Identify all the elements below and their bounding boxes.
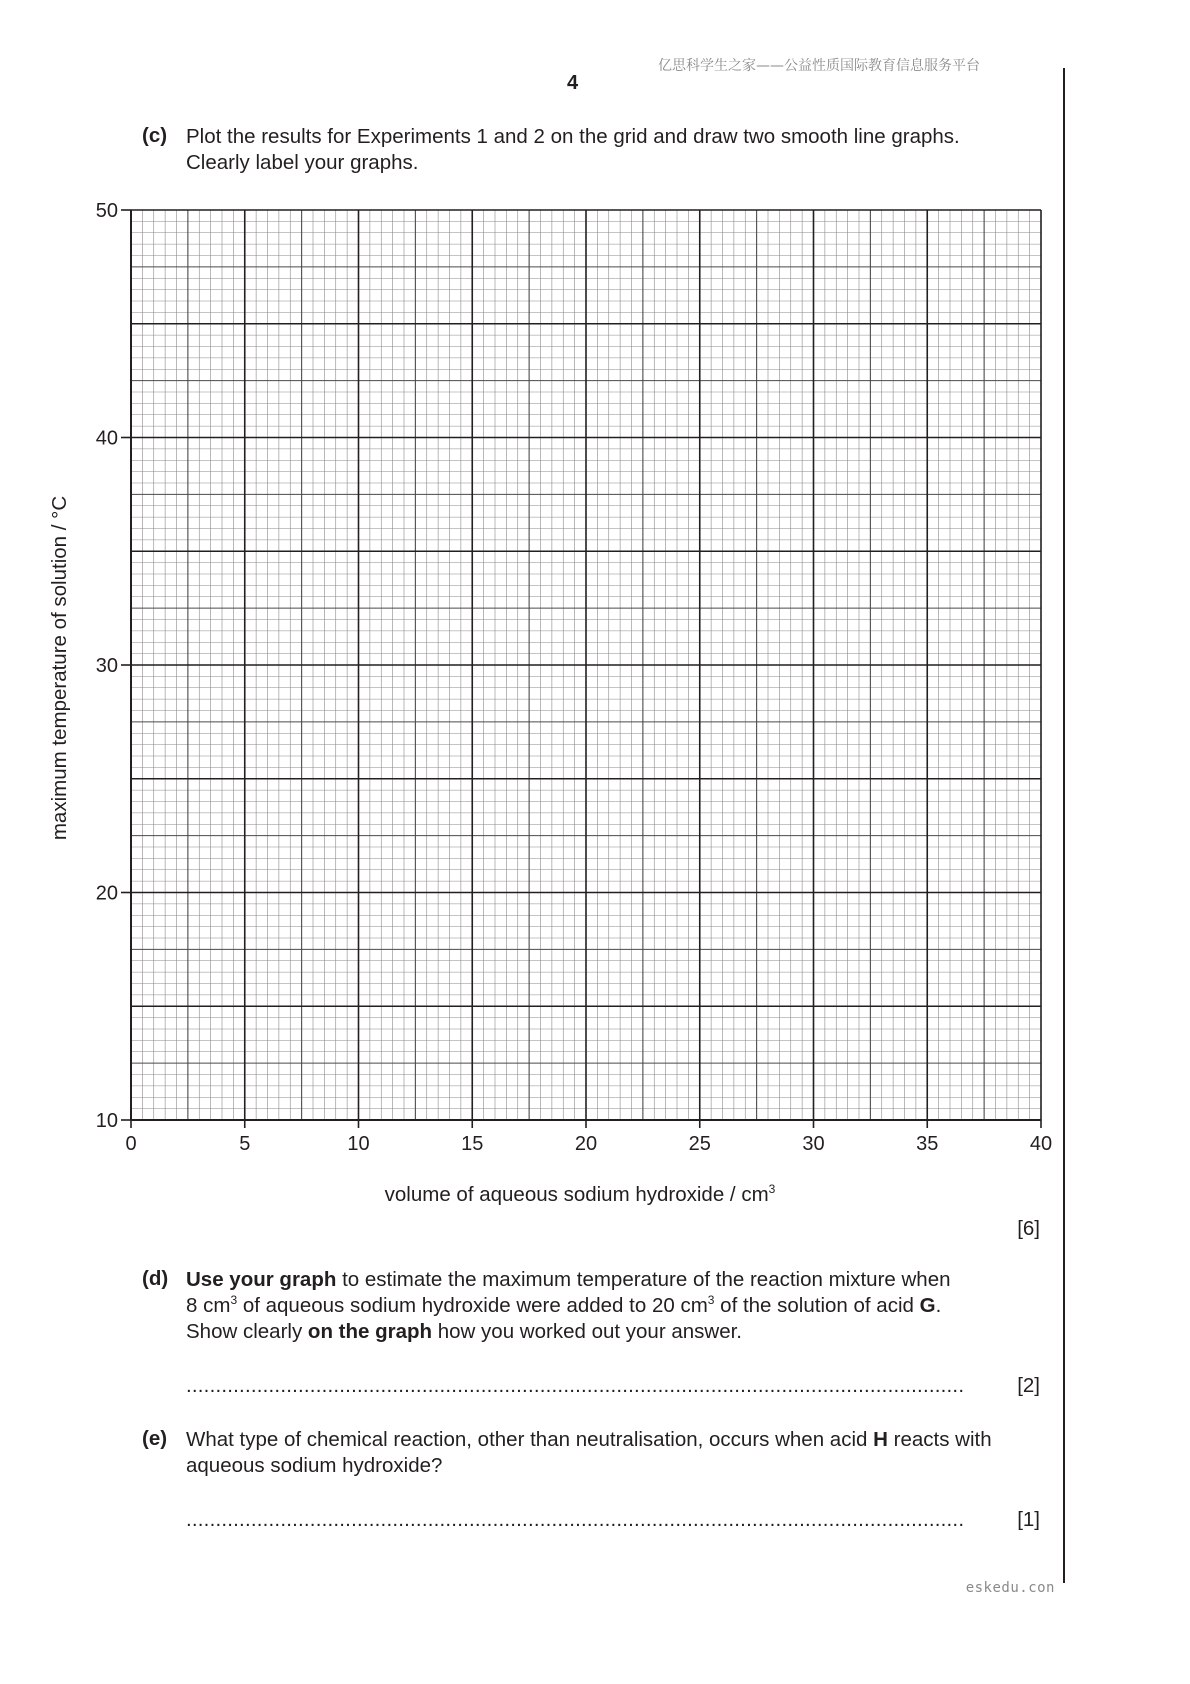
part-d-line1: Use your graph to estimate the maximum temperature of the reaction mixture when (186, 1268, 951, 1291)
y-tick-label: 50 (95, 200, 118, 222)
axis-ticks (121, 210, 1041, 1128)
part-c-label: (c) (142, 124, 168, 147)
y-axis-label: maximum temperature of solution / °C (48, 495, 71, 841)
part-d-line3: Show clearly on the graph how you worked out your answer. (186, 1320, 743, 1343)
x-axis-label: volume of aqueous sodium hydroxide / $cm^3$ (384, 1182, 776, 1206)
part-d-line2: 8 $cm^3$ of aqueous sodium hydroxide were added to 20 $cm^3$ of the solution of acid G. (186, 1293, 942, 1317)
part-d-answer-line[interactable]: .................................................................................................................................... (186, 1374, 965, 1397)
x-tick-label: 25 (688, 1133, 711, 1155)
watermark-top: 亿思科学生之家——公益性质国际教育信息服务平台 (658, 58, 980, 74)
x-tick-label: 35 (916, 1133, 939, 1155)
y-tick-label: 20 (95, 882, 118, 905)
part-e-marks: [1] (1017, 1508, 1040, 1531)
x-tick-label: 10 (347, 1133, 370, 1155)
part-e-question (186, 1427, 1046, 1479)
part-d-question (186, 1267, 1046, 1345)
y-tick-label: 30 (95, 655, 118, 677)
watermark-bottom: eskedu.con (965, 1580, 1055, 1596)
x-tick-label: 15 (461, 1133, 484, 1155)
x-tick-label: 0 (125, 1133, 137, 1155)
x-tick-label: 30 (802, 1133, 825, 1155)
x-tick-labels (125, 1133, 1052, 1155)
x-tick-label: 20 (574, 1133, 598, 1155)
part-d-label: (d) (142, 1267, 169, 1290)
part-e-line2: aqueous sodium hydroxide? (186, 1454, 443, 1477)
part-c-line2: Clearly label your graphs. (186, 151, 419, 174)
y-tick-labels (96, 200, 118, 1132)
y-tick-label: 10 (95, 1110, 118, 1132)
part-e-label: (e) (142, 1427, 168, 1450)
y-tick-label: 40 (95, 427, 118, 450)
part-e-answer-line[interactable]: .................................................................................................................................... (186, 1508, 965, 1531)
part-c-line1: Plot the results for Experiments 1 and 2 on the grid and draw two smooth line graphs. (186, 125, 960, 148)
page-number: 4 (567, 72, 579, 94)
x-tick-label: 5 (239, 1133, 251, 1155)
part-d-marks: [2] (1017, 1374, 1040, 1397)
part-e-line1: What type of chemical reaction, other than neutralisation, occurs when acid H reacts with (186, 1428, 992, 1451)
x-tick-label: 40 (1029, 1133, 1053, 1155)
part-c-marks: [6] (1017, 1217, 1040, 1240)
